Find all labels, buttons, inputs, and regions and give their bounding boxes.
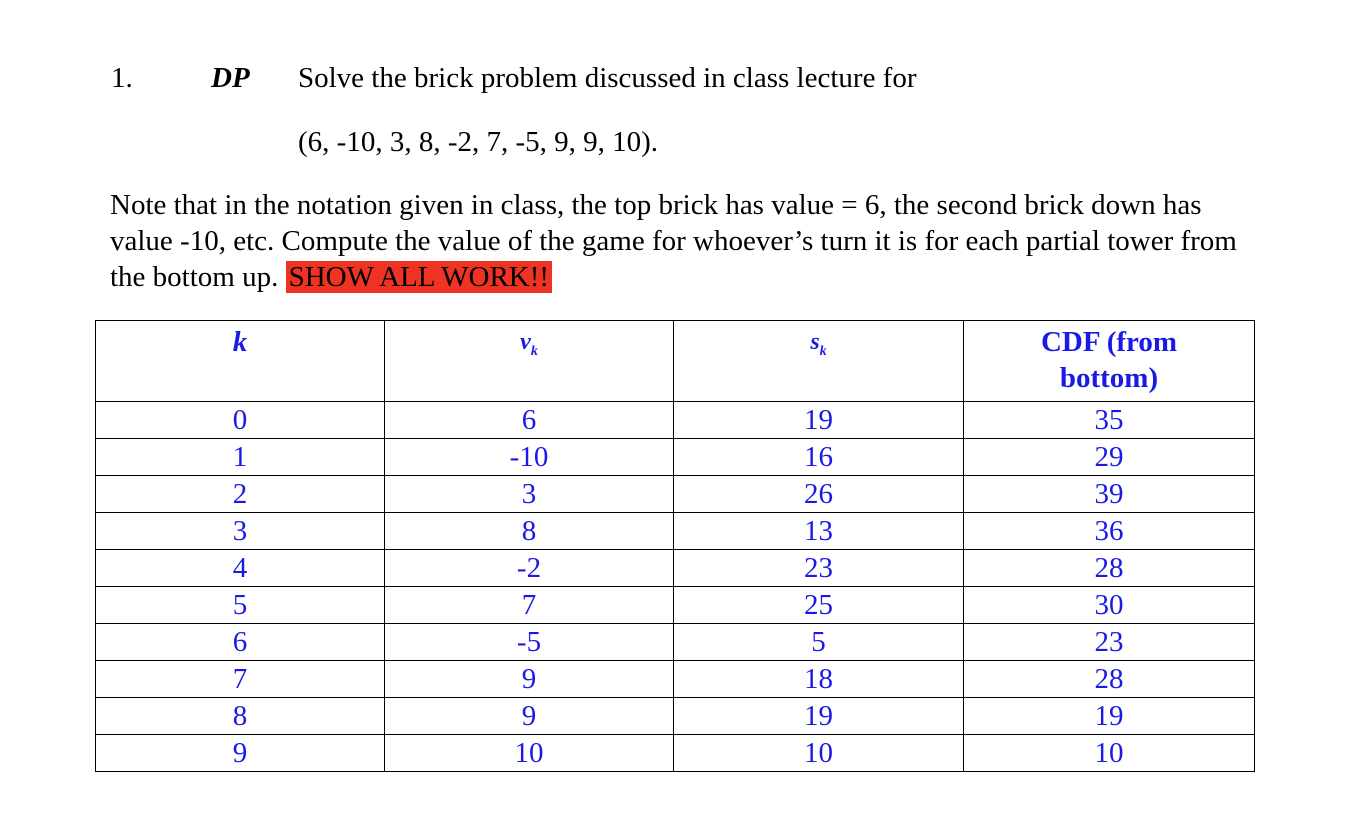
- question-number: 1.: [111, 62, 133, 94]
- table-header-row: [96, 321, 1255, 402]
- question-text: Solve the brick problem discussed in class lecture for: [298, 62, 917, 94]
- table-row: [96, 624, 1255, 661]
- cell-v: 6: [385, 402, 674, 439]
- cell-k: 6: [96, 624, 385, 661]
- cell-cdf: 35: [964, 402, 1255, 439]
- cell-v: 3: [385, 476, 674, 513]
- cell-k: 7: [96, 661, 385, 698]
- header-s-label: $s_k$: [810, 329, 827, 359]
- table-row: [96, 550, 1255, 587]
- header-s: [674, 321, 964, 402]
- cell-s: 25: [674, 587, 964, 624]
- cell-cdf: 28: [964, 550, 1255, 587]
- cell-v: -2: [385, 550, 674, 587]
- table-row: [96, 735, 1255, 772]
- cell-v: 9: [385, 698, 674, 735]
- cell-cdf: 19: [964, 698, 1255, 735]
- cell-k: 9: [96, 735, 385, 772]
- cell-v: 8: [385, 513, 674, 550]
- cell-v: -10: [385, 439, 674, 476]
- table-row: [96, 587, 1255, 624]
- cell-cdf: 39: [964, 476, 1255, 513]
- instructions-text: Note that in the notation given in class, the top brick has value = 6, the second brick down has value -10, etc. Compute the value of the game for whoever’s turn it is for each partial tower from the bottom up.: [110, 189, 1237, 293]
- table-row: [96, 513, 1255, 550]
- cell-k: 5: [96, 587, 385, 624]
- cell-cdf: 36: [964, 513, 1255, 550]
- cell-cdf: 28: [964, 661, 1255, 698]
- header-k-label: k: [232, 326, 248, 358]
- header-cdf: [964, 321, 1255, 402]
- cell-v: 9: [385, 661, 674, 698]
- header-v-label: $v_k$: [520, 329, 538, 359]
- table-body: [96, 402, 1255, 772]
- header-cdf-label: CDF (from bottom): [1040, 326, 1178, 394]
- cell-s: 13: [674, 513, 964, 550]
- cell-cdf: 23: [964, 624, 1255, 661]
- cell-k: 8: [96, 698, 385, 735]
- cell-s: 5: [674, 624, 964, 661]
- table-row: [96, 439, 1255, 476]
- brick-sequence: (6, -10, 3, 8, -2, 7, -5, 9, 9, 10).: [298, 126, 659, 158]
- header-k: [96, 321, 385, 402]
- table-row: [96, 476, 1255, 513]
- show-all-work-highlight: SHOW ALL WORK!!: [286, 261, 552, 293]
- brick-values-table: [95, 320, 1255, 772]
- cell-v: 10: [385, 735, 674, 772]
- cell-s: 26: [674, 476, 964, 513]
- cell-s: 19: [674, 698, 964, 735]
- header-v: [385, 321, 674, 402]
- cell-v: 7: [385, 587, 674, 624]
- cell-cdf: 29: [964, 439, 1255, 476]
- cell-s: 18: [674, 661, 964, 698]
- cell-k: 2: [96, 476, 385, 513]
- cell-s: 16: [674, 439, 964, 476]
- cell-cdf: 30: [964, 587, 1255, 624]
- question-tag: DP: [211, 62, 250, 94]
- table-row: [96, 402, 1255, 439]
- table-row: [96, 661, 1255, 698]
- cell-k: 4: [96, 550, 385, 587]
- cell-k: 3: [96, 513, 385, 550]
- cell-v: -5: [385, 624, 674, 661]
- cell-k: 0: [96, 402, 385, 439]
- instructions-paragraph: [110, 187, 1270, 295]
- cell-s: 19: [674, 402, 964, 439]
- cell-s: 23: [674, 550, 964, 587]
- table-row: [96, 698, 1255, 735]
- cell-k: 1: [96, 439, 385, 476]
- cell-s: 10: [674, 735, 964, 772]
- cell-cdf: 10: [964, 735, 1255, 772]
